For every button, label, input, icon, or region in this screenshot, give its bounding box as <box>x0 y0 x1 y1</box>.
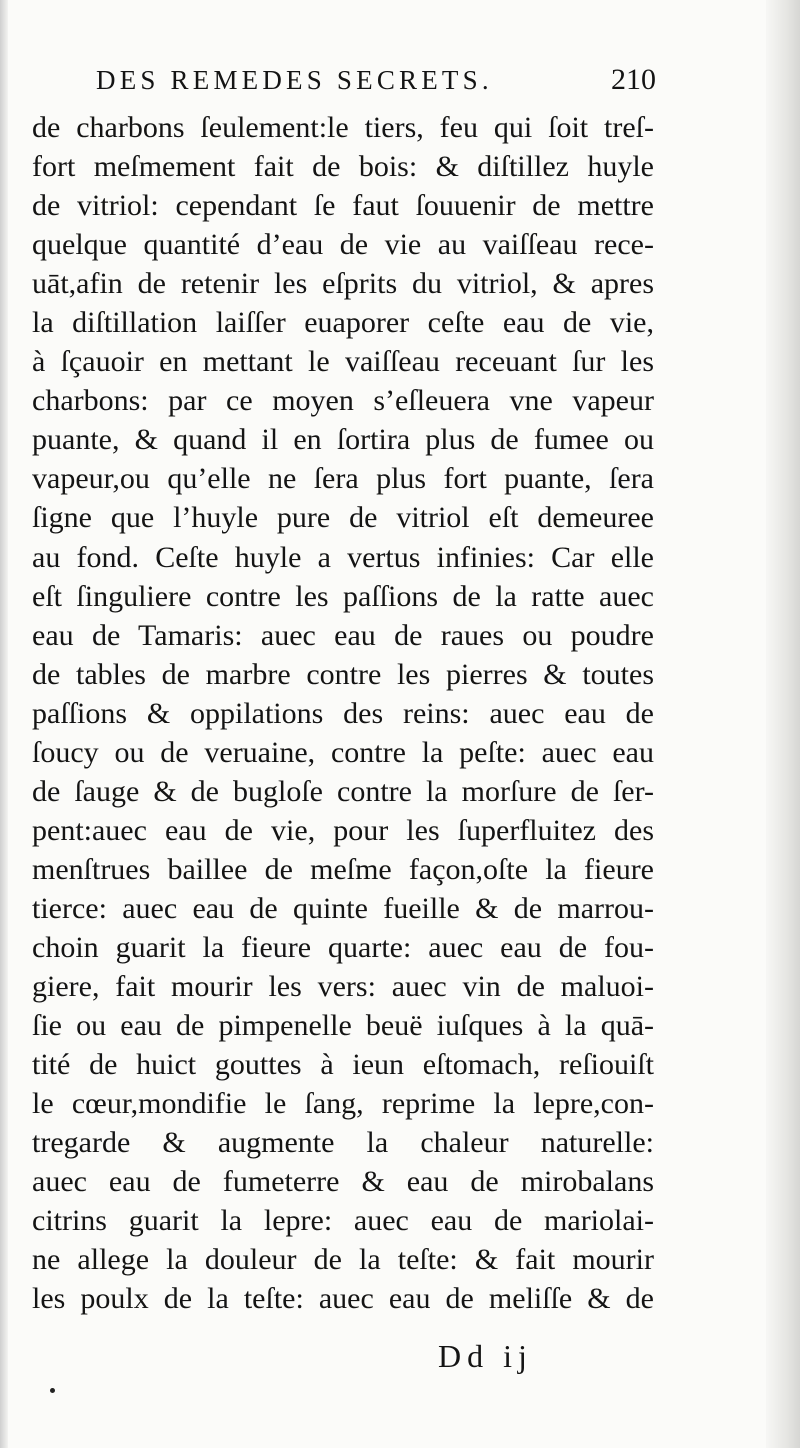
text-line: à ſçauoir en mettant le vaiſſeau receuant ſur les <box>32 345 654 379</box>
text-line: puante, & quand il en ſortira plus de fumee ou <box>32 423 654 457</box>
text-line: giere, fait mourir les vers: auec vin de maluoi- <box>32 970 654 1004</box>
text-line: auec eau de fumeterre & eau de mirobalans <box>32 1165 654 1199</box>
text-line: eſt ſinguliere contre les paſſions de la ratte auec <box>32 579 654 613</box>
text-line: ſie ou eau de pimpenelle beuë iuſques à la quā- <box>32 1009 654 1043</box>
text-line: tregarde & augmente la chaleur naturelle: <box>32 1126 654 1160</box>
text-line: menſtrues baillee de meſme façon,oſte la fieure <box>32 852 654 886</box>
ink-speck <box>50 1388 55 1393</box>
body-text <box>32 108 654 1318</box>
text-line: de charbons ſeulement:le tiers, feu qui ſoit treſ- <box>32 111 654 144</box>
text-line: au fond. Ceſte huyle a vertus infinies: Car elle <box>32 540 654 574</box>
text-line: uāt,afin de retenir les eſprits du vitriol, & apres <box>32 267 654 301</box>
signature-mark: Dd ij <box>438 1338 533 1374</box>
text-line: de ſauge & de bugloſe contre la morſure de ſer- <box>32 774 654 808</box>
text-line: tierce: auec eau de quinte fueille & de marrou- <box>32 891 654 925</box>
text-line: citrins guarit la lepre: auec eau de mariolai- <box>32 1204 654 1238</box>
text-line: choin guarit la fieure quarte: auec eau de fou- <box>32 930 654 964</box>
text-line: les poulx de la teſte: auec eau de meliſſe & de <box>32 1282 654 1316</box>
text-line: ſigne que l’huyle pure de vitriol eſt demeuree <box>32 501 654 535</box>
text-line: fort meſmement fait de bois: & diſtillez huyle <box>32 150 654 184</box>
page-number: 210 <box>611 63 656 96</box>
text-line: de vitriol: cependant ſe faut ſouuenir de mettre <box>32 189 654 223</box>
text-line: ſoucy ou de veruaine, contre la peſte: auec eau <box>32 735 654 769</box>
text-line: quelque quantité d’eau de vie au vaiſſeau rece- <box>32 228 654 262</box>
text-line: charbons: par ce moyen s’eſleuera vne vapeur <box>32 384 654 418</box>
text-line: le cœur,mondifie le ſang, reprime la lepre,con- <box>32 1087 654 1121</box>
text-line: paſſions & oppilations des reins: auec eau de <box>32 696 654 730</box>
text-line: vapeur,ou qu’elle ne ſera plus fort puante, ſera <box>32 462 654 496</box>
text-line: ne allege la douleur de la teſte: & fait mourir <box>32 1243 654 1277</box>
text-line: de tables de marbre contre les pierres & toutes <box>32 657 654 691</box>
page-edge-shadow-right <box>766 0 800 1448</box>
text-line: eau de Tamaris: auec eau de raues ou poudre <box>32 618 654 652</box>
page-edge-shadow-left <box>0 0 8 1448</box>
text-line: tité de huict gouttes à ieun eſtomach, reſiouiſt <box>32 1048 654 1082</box>
text-line: pent:auec eau de vie, pour les ſuperfluitez des <box>32 813 654 847</box>
text-line: la diſtillation laiſſer euaporer ceſte eau de vie, <box>32 306 654 340</box>
running-head <box>96 58 656 102</box>
running-title: DES REMEDES SECRETS. <box>96 65 493 95</box>
